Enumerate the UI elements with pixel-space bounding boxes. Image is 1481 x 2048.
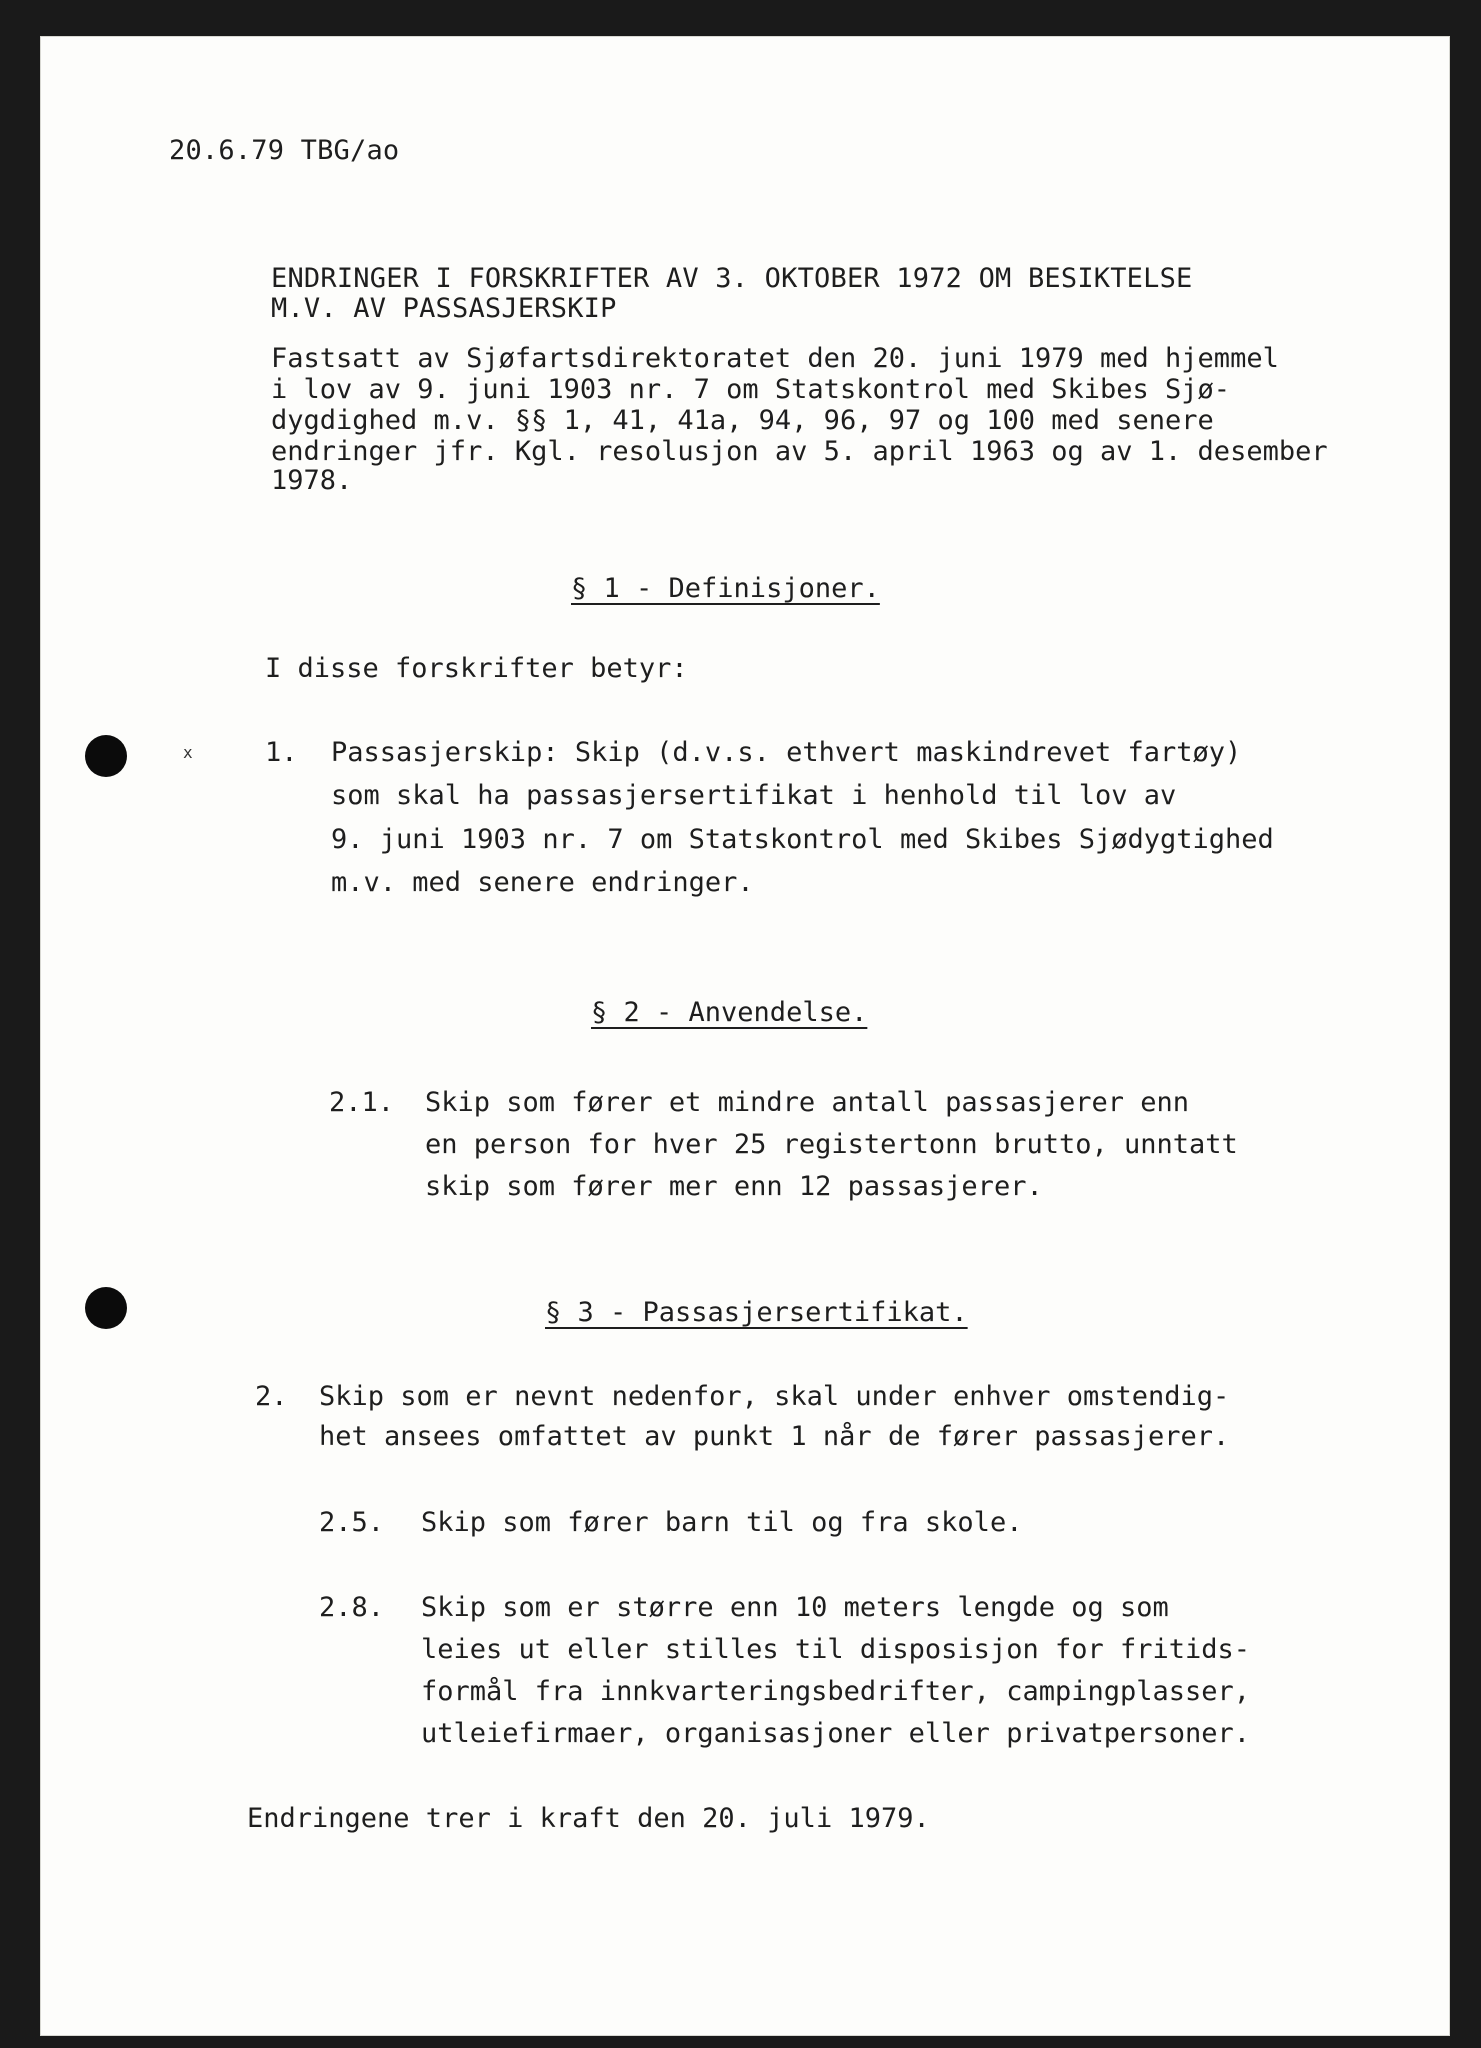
preamble-line: i lov av 9. juni 1903 nr. 7 om Statskontrol med Skibes Sjø-	[271, 374, 1231, 405]
reference-line: 20.6.79 TBG/ao	[169, 135, 400, 166]
item-line: Skip som er nevnt nedenfor, skal under enhver omstendig-	[319, 1381, 1230, 1412]
preamble-line: endringer jfr. Kgl. resolusjon av 5. april 1963 og av 1. desember	[271, 436, 1328, 467]
item-number: 2.1.	[329, 1087, 395, 1118]
title-line-1: ENDRINGER I FORSKRIFTER AV 3. OKTOBER 1972 OM BESIKTELSE	[271, 263, 1193, 294]
item-line: het ansees omfattet av punkt 1 når de fører passasjerer.	[319, 1421, 1230, 1452]
item-line: som skal ha passasjersertifikat i henhold til lov av	[331, 780, 1177, 811]
section-3-heading: § 3 - Passasjersertifikat.	[545, 1297, 968, 1328]
section-2-heading: § 2 - Anvendelse.	[591, 997, 868, 1028]
preamble-line: dygdighed m.v. §§ 1, 41, 41a, 94, 96, 97 og 100 med senere	[271, 405, 1214, 436]
effective-date-line: Endringene trer i kraft den 20. juli 1979.	[247, 1803, 930, 1834]
item-line: m.v. med senere endringer.	[331, 867, 754, 898]
item-number: 2.5.	[319, 1507, 385, 1538]
title-line-2: M.V. AV PASSASJERSKIP	[271, 293, 617, 324]
item-number: 2.8.	[319, 1592, 385, 1623]
section-1-heading: § 1 - Definisjoner.	[571, 573, 880, 604]
item-number: 2.	[255, 1381, 288, 1412]
item-line: Skip som fører barn til og fra skole.	[421, 1507, 1023, 1538]
document-page	[40, 36, 1450, 2036]
section-1-intro: I disse forskrifter betyr:	[265, 653, 688, 684]
item-number: 1.	[265, 737, 298, 768]
preamble-line: 1978.	[271, 465, 353, 496]
punch-hole	[85, 1287, 127, 1329]
item-line: Passasjerskip: Skip (d.v.s. ethvert maskindrevet fartøy)	[331, 737, 1242, 768]
margin-mark: x	[183, 743, 193, 762]
preamble-line: Fastsatt av Sjøfartsdirektoratet den 20. juni 1979 med hjemmel	[271, 343, 1279, 374]
item-line: leies ut eller stilles til disposisjon for fritids-	[421, 1634, 1251, 1665]
item-line: skip som fører mer enn 12 passasjerer.	[425, 1171, 1043, 1202]
item-line: 9. juni 1903 nr. 7 om Statskontrol med Skibes Sjødygtighed	[331, 824, 1274, 855]
item-line: Skip som er større enn 10 meters lengde og som	[421, 1592, 1169, 1623]
item-line: formål fra innkvarteringsbedrifter, campingplasser,	[421, 1676, 1251, 1707]
item-line: Skip som fører et mindre antall passasjerer enn	[425, 1087, 1190, 1118]
item-line: utleiefirmaer, organisasjoner eller privatpersoner.	[421, 1718, 1251, 1749]
punch-hole	[85, 735, 127, 777]
item-line: en person for hver 25 registertonn brutto, unntatt	[425, 1129, 1238, 1160]
